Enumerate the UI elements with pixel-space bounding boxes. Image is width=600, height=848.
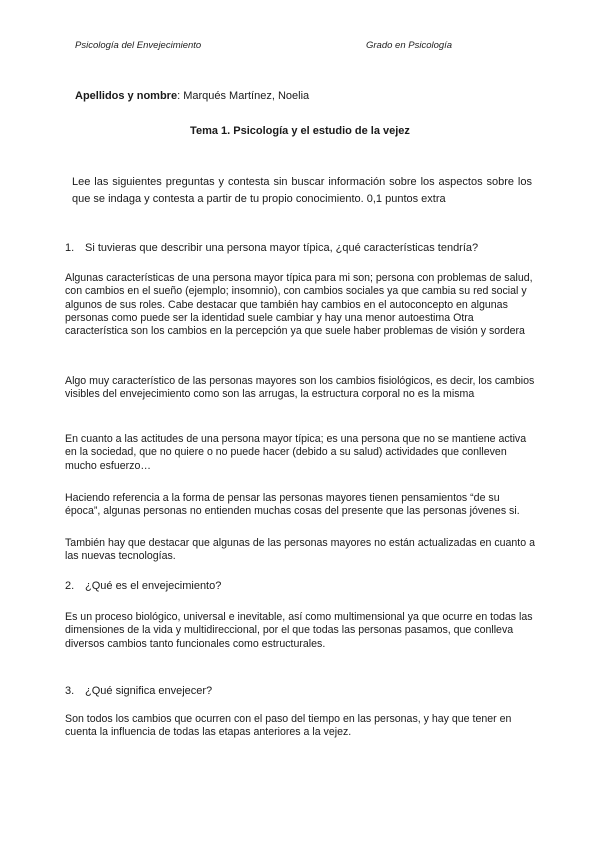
question-text: Si tuvieras que describir una persona mayor típica, ¿qué características tendría? (85, 242, 479, 254)
intro-instructions: Lee las siguientes preguntas y contesta sin buscar información sobre los aspectos sobre los que se indaga y contesta a partir de tu propio conocimiento. 0,1 puntos extra (72, 176, 532, 205)
question-number: 1. (65, 242, 75, 254)
document-title: Tema 1. Psicología y el estudio de la vejez (190, 125, 410, 137)
header-degree: Grado en Psicología (366, 40, 453, 51)
answer-paragraph: Algo muy característico de las personas mayores son los cambios fisiológicos, es decir, los cambios visibles del envejecimiento como son las arrugas, la estructura corporal no es la misma (65, 375, 535, 401)
question-3 (65, 685, 535, 697)
answer-paragraph: En cuanto a las actitudes de una persona mayor típica; es una persona que no se mantiene activa en la sociedad, que no quiere o no puede hacer (debido a su salud) actividades que conlleven mucho esfuerzo… (65, 433, 527, 472)
student-name-label: Apellidos y nombre (75, 90, 178, 102)
question-2 (65, 580, 535, 592)
header-course: Psicología del Envejecimiento (75, 40, 202, 51)
question-number: 2. (65, 580, 75, 592)
answer-paragraph: También hay que destacar que algunas de las personas mayores no están actualizadas en cuanto a las nuevas tecnologías. (65, 537, 535, 563)
answer-paragraph: Haciendo referencia a la forma de pensar las personas mayores tienen pensamientos “de su época”, algunas personas no entienden muchas cosas del presente que las personas jóvenes si. (65, 492, 520, 518)
question-1 (65, 242, 535, 254)
answer-paragraph: Algunas características de una persona mayor típica para mi son; persona con problemas de salud, con cambios en el sueño (ejemplo; insomnio), con cambios sociales ya que cambia su red social y algunos de sus roles. Cabe destacar que también hay cambios en el autoconcepto en algunas personas como puede ser la identidad suele cambiar y hay una menor autoestima Otra característica son los cambios en la percepción ya que suele haber problemas de visión y sordera (65, 272, 533, 338)
answer-paragraph: Son todos los cambios que ocurren con el paso del tiempo en las personas, y hay que tener en cuenta la influencia de todas las etapas anteriores a la vejez. (65, 713, 512, 739)
answer-paragraph: Es un proceso biológico, universal e inevitable, así como multimensional ya que ocurre en todas las dimensiones de la vida y multidireccional, por el que todas las personas pasamos, que conlleva diversos cambios tanto funcionales como estructurales. (65, 611, 533, 650)
question-text: ¿Qué es el envejecimiento? (85, 580, 222, 592)
student-name: : Marqués Martínez, Noelia (177, 90, 310, 102)
question-text: ¿Qué significa envejecer? (85, 685, 213, 697)
student-name-line (75, 90, 309, 102)
question-number: 3. (65, 685, 75, 697)
